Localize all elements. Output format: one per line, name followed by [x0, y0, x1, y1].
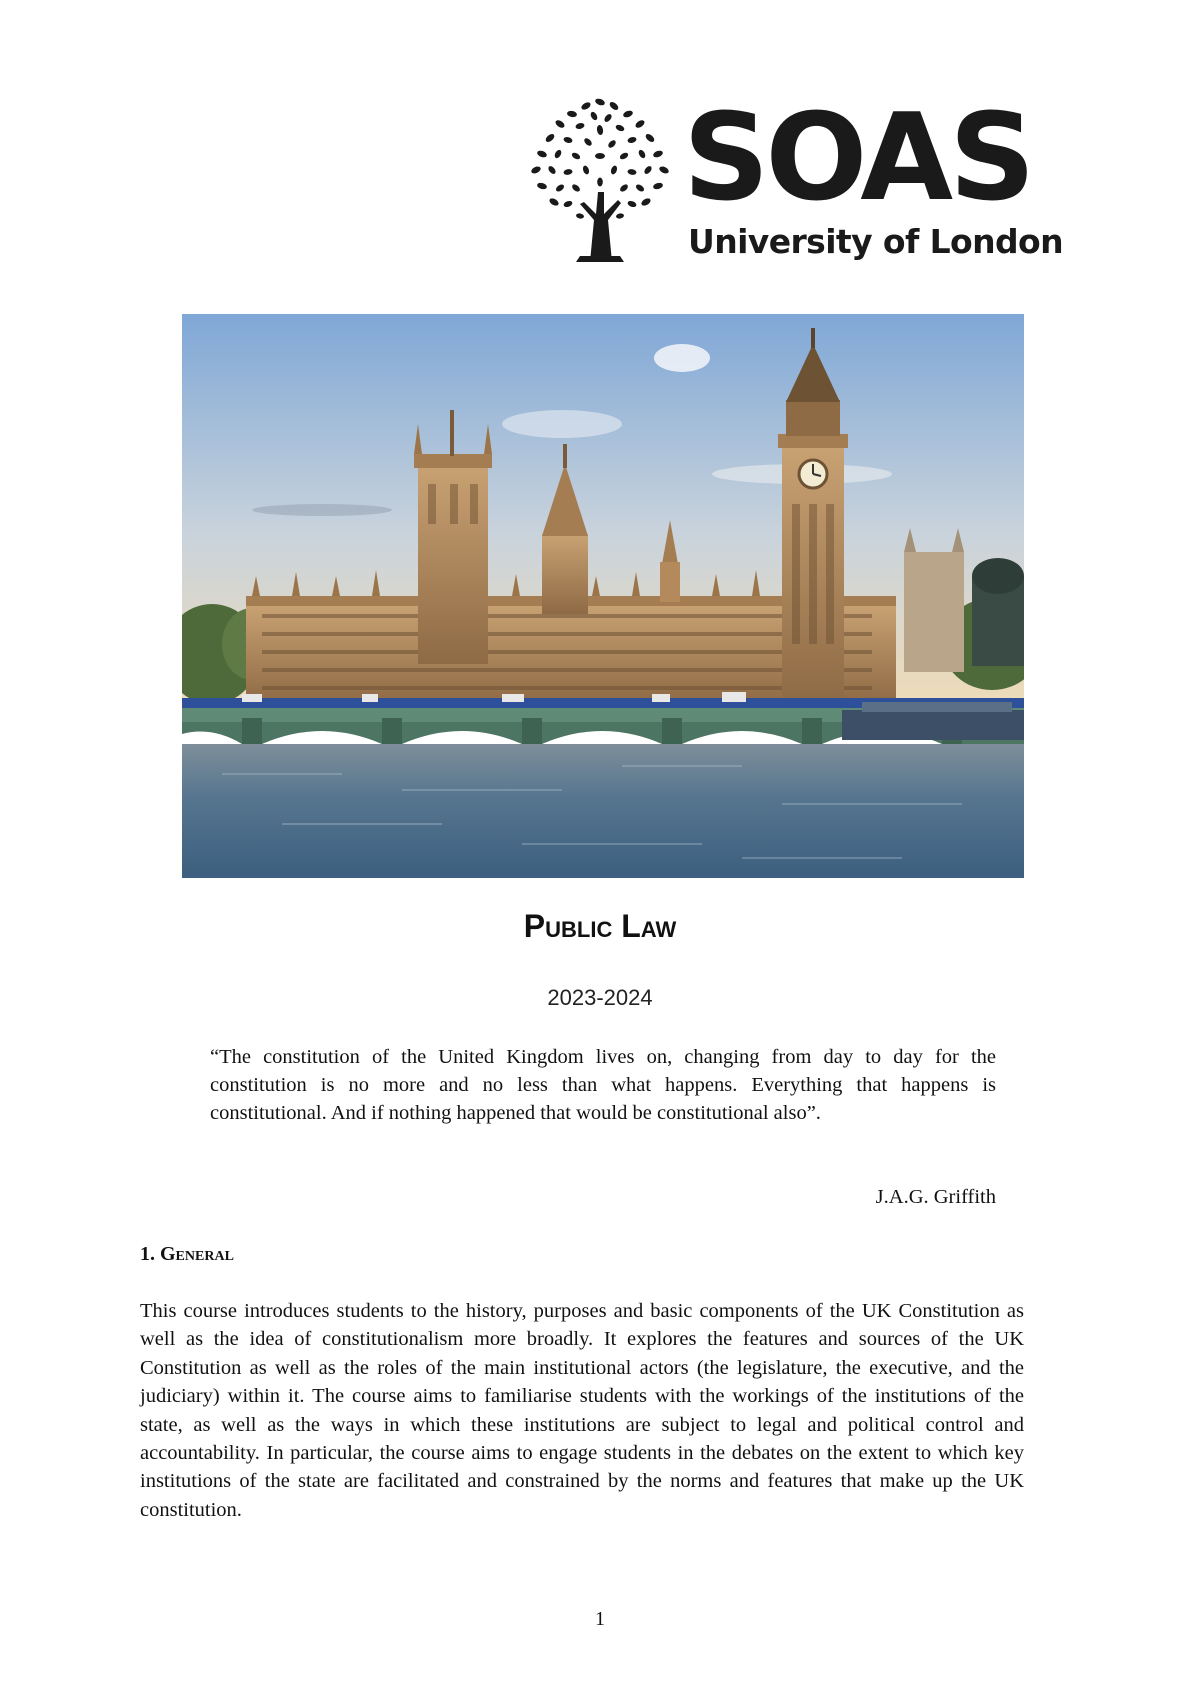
section-body: This course introduces students to the history, purposes and basic components of the UK Constitution as well as the idea of constitutionalism more broadly. It explores the features and sources of the UK Constitution as well as the roles of the main institutional actors (the legislature, the executive, and the judiciary) within it. The course aims to familiarise students with the workings of the institutions of the state, as well as the ways in which these institutions are subject to legal and political control and accountability. In particular, the course aims to engage students in the debates on the extent to which key institutions of the state are facilitated and constrained by the norms and features that make up the UK constitution.: [140, 1300, 1024, 1521]
academic-year: 2023-2024: [547, 985, 653, 1010]
quote-author: J.A.G. Griffith: [875, 1186, 996, 1208]
logo-subtitle: University of London: [688, 222, 1063, 261]
section-heading: 1. General: [140, 1243, 234, 1265]
logo-wordmark: SOAS: [683, 89, 1032, 228]
houses-of-parliament-photo: [182, 314, 1024, 878]
page-number: 1: [595, 1608, 605, 1630]
parliament-illustration: [182, 314, 1024, 878]
document-title: Public Law: [523, 908, 677, 944]
soas-logo: [520, 89, 1063, 262]
epigraph-quote: “The constitution of the United Kingdom lives on, changing from day to day for the constitution is no more and no less than what happens. Everything that happens is constitutional. And if nothing happened that would be constitutional also”.: [210, 1046, 996, 1124]
oak-tree-icon: [520, 92, 680, 262]
